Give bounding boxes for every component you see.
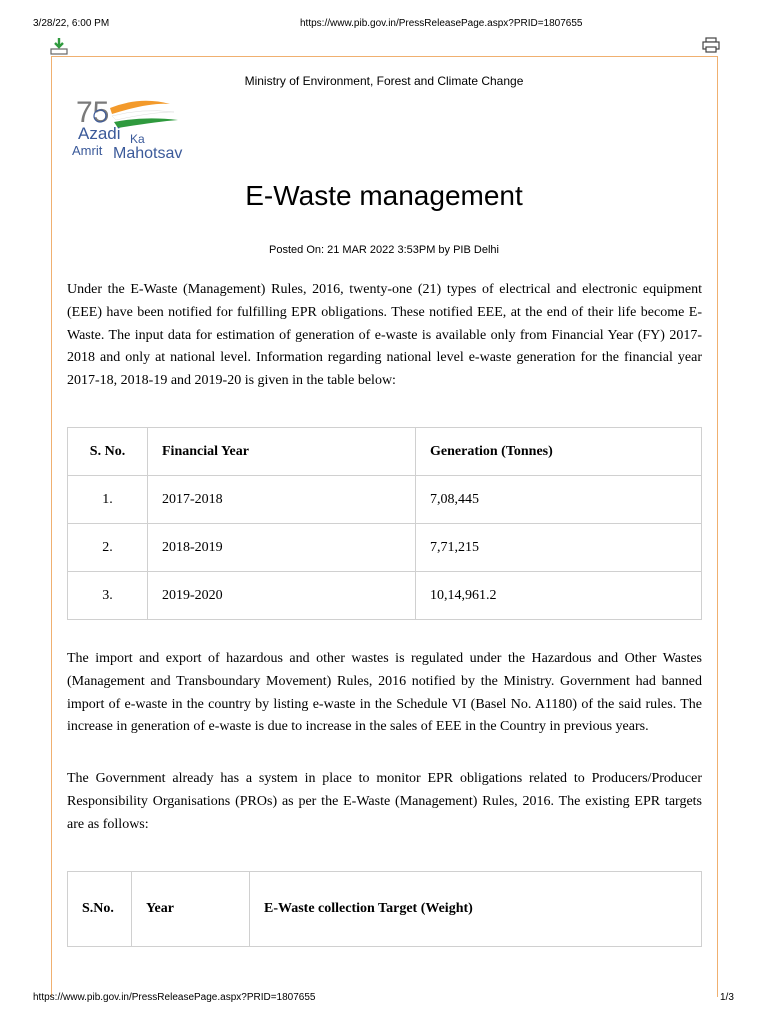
- logo-mahotsav-text: Mahotsav: [113, 145, 183, 162]
- table-cell: 2019-2020: [148, 572, 416, 620]
- page-title: E-Waste management: [245, 180, 523, 211]
- table-cell: 3.: [68, 572, 148, 620]
- table-row: [68, 524, 702, 572]
- table-cell: 2017-2018: [148, 476, 416, 524]
- print-url: https://www.pib.gov.in/PressReleasePage.aspx?PRID=1807655: [300, 18, 583, 29]
- azadi-ka-amrit-mahotsav-logo: [70, 90, 200, 165]
- import-export-paragraph: The import and export of hazardous and other wastes is regulated under the Hazardous and Other Wastes (Management and Transboundary Movement) Rules, 2016 notified by the Ministry. Government had banned import of e-waste in the country by listing e-waste in the Schedule VI (Basel No. A1180) of the said rules. The increase in generation of e-waste is due to increase in the sales of EEE in the Country in previous years.: [67, 651, 702, 735]
- ewaste-generation-table: [67, 427, 702, 620]
- column-header: Year: [132, 872, 250, 947]
- epr-paragraph: The Government already has a system in place to monitor EPR obligations related to Producers/Producer Responsibility Organisations (PROs) as per the E-Waste (Management) Rules, 2016. The existing EPR targets are as follows:: [67, 771, 702, 832]
- page-number: 1/3: [720, 992, 734, 1003]
- svg-text:75: 75: [76, 96, 110, 129]
- epr-targets-table: [67, 871, 702, 947]
- printer-icon[interactable]: [702, 37, 720, 53]
- logo-amrit-text: Amrit: [72, 143, 103, 158]
- table-cell: 2018-2019: [148, 524, 416, 572]
- logo-ka-text: Ka: [130, 132, 145, 146]
- table-row: [68, 476, 702, 524]
- column-header: Financial Year: [148, 428, 416, 476]
- print-footer: [0, 986, 768, 1016]
- print-header: [0, 0, 768, 30]
- footer-url: https://www.pib.gov.in/PressReleasePage.aspx?PRID=1807655: [33, 992, 316, 1003]
- logo-azadi-text: Azadi: [78, 124, 121, 143]
- posted-on: Posted On: 21 MAR 2022 3:53PM by PIB Delhi: [269, 244, 499, 256]
- table-row: [68, 572, 702, 620]
- table-cell: 7,08,445: [416, 476, 702, 524]
- table-cell: 10,14,961.2: [416, 572, 702, 620]
- table-cell: 2.: [68, 524, 148, 572]
- download-icon[interactable]: [50, 37, 68, 55]
- table-header-row: [68, 872, 702, 947]
- ministry-name: Ministry of Environment, Forest and Climate Change: [244, 74, 524, 88]
- column-header: E-Waste collection Target (Weight): [250, 872, 702, 947]
- table-cell: 7,71,215: [416, 524, 702, 572]
- intro-paragraph: Under the E-Waste (Management) Rules, 2016, twenty-one (21) types of electrical and electronic equipment (EEE) have been notified for fulfilling EPR obligations. These notified EEE, at the end of their life become E-Waste. The input data for estimation of generation of e-waste is available only from Financial Year (FY) 2017-2018 and only at national level. Information regarding national level e-waste generation for the financial year 2017-18, 2018-19 and 2019-20 is given in the table below:: [67, 282, 702, 389]
- column-header: S.No.: [68, 872, 132, 947]
- column-header: S. No.: [68, 428, 148, 476]
- print-datetime: 3/28/22, 6:00 PM: [33, 18, 110, 29]
- column-header: Generation (Tonnes): [416, 428, 702, 476]
- table-header-row: [68, 428, 702, 476]
- table-cell: 1.: [68, 476, 148, 524]
